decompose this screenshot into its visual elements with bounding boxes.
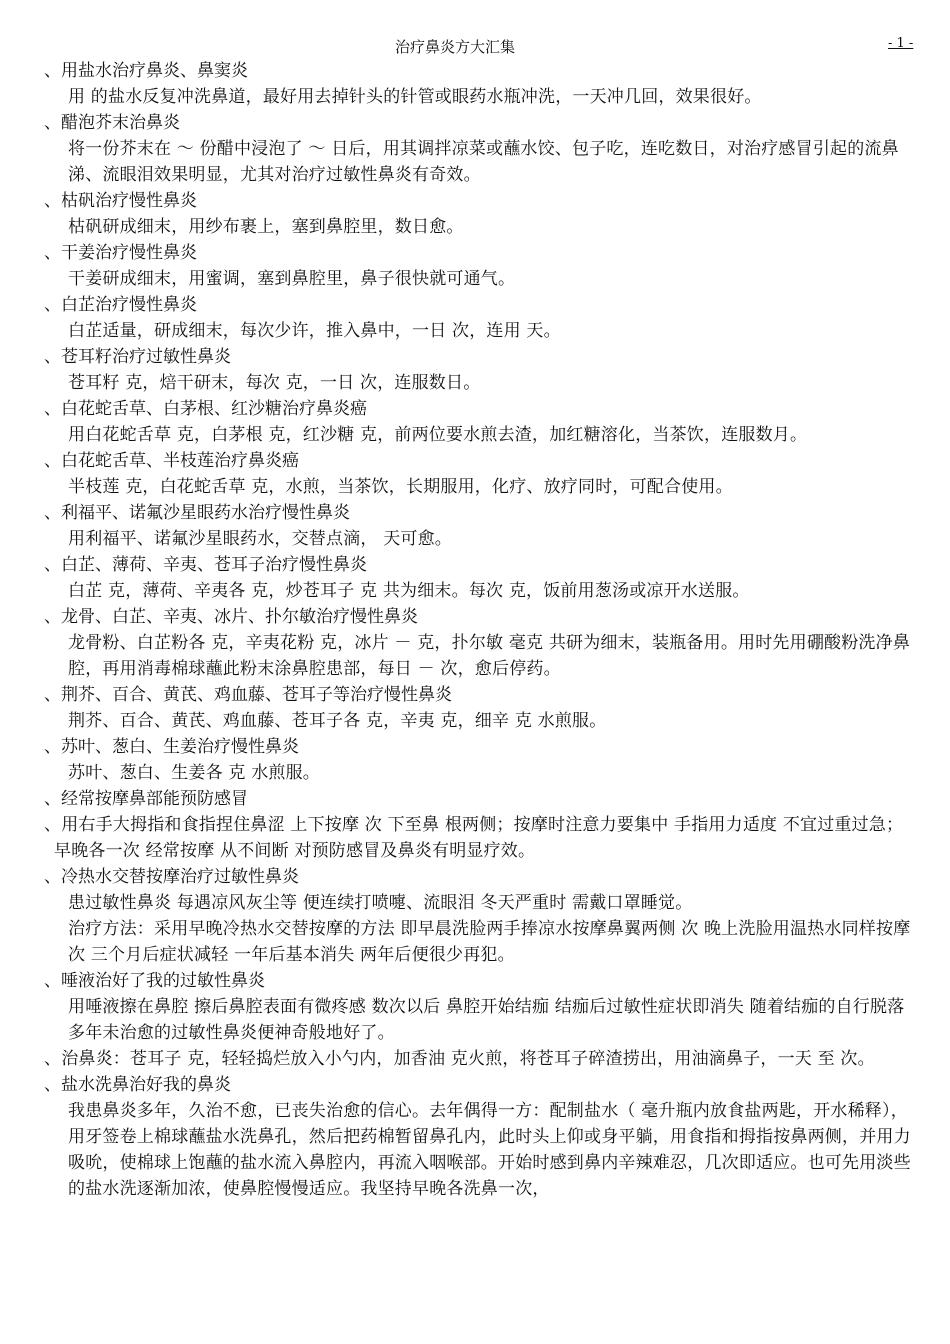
section-heading: 、干姜治疗慢性鼻炎 [44,243,197,263]
section-heading: 、荆芥、百合、黄芪、鸡血藤、苍耳子等治疗慢性鼻炎 [44,685,452,705]
section-heading: 、用盐水治疗鼻炎、鼻窦炎 [44,61,248,81]
section-heading: 、白花蛇舌草、白茅根、红沙糖治疗鼻炎癌 [44,399,367,419]
section-heading: 、白芷治疗慢性鼻炎 [44,295,197,315]
remedy-section [44,786,916,812]
remedy-section [44,604,916,682]
section-heading: 、枯矾治疗慢性鼻炎 [44,191,197,211]
remedy-section [44,110,916,188]
section-text [44,422,916,448]
paragraph: 龙骨粉、白芷粉各 克，辛夷花粉 克，冰片 － 克，扑尔敏 毫克 共研为细末，装瓶备用。用时先用硼酸粉洗净鼻腔，再用消毒棉球蘸此粉末涂鼻腔患部，每日 － 次，愈后停药。 [68,633,911,679]
section-text [44,318,916,344]
remedy-section [44,682,916,734]
remedy-section [44,864,916,968]
section-heading: 、白花蛇舌草、半枝莲治疗鼻炎癌 [44,451,299,471]
section-text [44,266,916,292]
paragraph: 干姜研成细末，用蜜调，塞到鼻腔里，鼻子很快就可通气。 [68,269,516,289]
paragraph: 枯矾研成细末，用纱布裹上，塞到鼻腔里，数日愈。 [68,217,464,237]
remedy-section [44,188,916,240]
section-heading: 、苍耳籽治疗过敏性鼻炎 [44,347,231,367]
section-text [44,708,916,734]
section-heading: 、唾液治好了我的过敏性鼻炎 [44,971,265,991]
paragraph: 用 的盐水反复冲洗鼻道，最好用去掉针头的针管或眼药水瓶冲洗，一天冲几回，效果很好。 [68,87,762,107]
remedy-section [44,396,916,448]
section-heading: 、龙骨、白芷、辛夷、冰片、扑尔敏治疗慢性鼻炎 [44,607,418,627]
section-text [44,578,916,604]
paragraph: 用唾液擦在鼻腔 擦后鼻腔表面有微疼感 数次以后 鼻腔开始结痂 结痂后过敏性症状即消失 随着结痂的自行脱落 多年未治愈的过敏性鼻炎便神奇般地好了。 [68,997,905,1043]
remedy-section [44,240,916,292]
section-text [44,760,916,786]
paragraph: 荆芥、百合、黄芪、鸡血藤、苍耳子各 克，辛夷 克，细辛 克 水煎服。 [68,711,607,731]
section-heading: 、经常按摩鼻部能预防感冒 [44,789,248,809]
section-heading: 、醋泡芥末治鼻炎 [44,113,180,133]
remedy-section [44,292,916,344]
section-heading: 、盐水洗鼻治好我的鼻炎 [44,1075,231,1095]
section-heading: 、冷热水交替按摩治疗过敏性鼻炎 [44,867,299,887]
remedy-section [44,448,916,500]
document-title: 治疗鼻炎方大汇集 [395,38,516,56]
section-text [44,890,916,968]
section-text [44,1098,916,1202]
remedy-section [44,968,916,1046]
paragraph: 苏叶、葱白、生姜各 克 水煎服。 [68,763,321,783]
section-heading: 、苏叶、葱白、生姜治疗慢性鼻炎 [44,737,299,757]
remedy-section [44,500,916,552]
section-text [44,214,916,240]
paragraph: 苍耳籽 克，焙干研末，每次 克，一日 次，连服数日。 [68,373,481,393]
remedy-section [44,1046,916,1072]
section-text [44,630,916,682]
remedy-section [44,58,916,110]
paragraph: 半枝莲 克，白花蛇舌草 克，水煎，当茶饮，长期服用，化疗、放疗同时，可配合使用。 [68,477,733,497]
remedy-section [44,812,916,864]
paragraph: 我患鼻炎多年，久治不愈，已丧失治愈的信心。去年偶得一方：配制盐水（ 毫升瓶内放食盐两匙，开水稀释），用牙签卷上棉球蘸盐水洗鼻孔，然后把药棉暂留鼻孔内，此时头上仰或身平躺，用食指和拇指按鼻两侧，并用力吸吮，使棉球上饱蘸的盐水流入鼻腔内，再流入咽喉部。开始时感到鼻内辛辣难忍，几次即适应。也可先用淡些的盐水洗逐渐加浓，使鼻腔慢慢适应。我坚持早晚各洗鼻一次， [68,1101,911,1199]
paragraph: 用白花蛇舌草 克，白茅根 克，红沙糖 克，前两位要水煎去渣，加红糖溶化，当茶饮，连服数月。 [68,425,808,445]
remedy-section [44,552,916,604]
paragraph: 用利福平、诺氟沙星眼药水，交替点滴， 天可愈。 [68,529,453,549]
section-text [44,84,916,110]
section-text [44,994,916,1046]
page-number: - 1 - [888,36,914,51]
document-body [44,58,916,1202]
remedy-section [44,1072,916,1202]
remedy-section [44,734,916,786]
section-heading: 、利福平、诺氟沙星眼药水治疗慢性鼻炎 [44,503,350,523]
paragraph: 白芷 克，薄荷、辛夷各 克，炒苍耳子 克 共为细末。每次 克，饭前用葱汤或凉开水送服。 [68,581,750,601]
paragraph: 将一份芥末在 ～ 份醋中浸泡了 ～ 日后，用其调拌凉菜或蘸水饺、包子吃，连吃数日，对治疗感冒引起的流鼻涕、流眼泪效果明显，尤其对治疗过敏性鼻炎有奇效。 [68,139,899,185]
remedy-section [44,344,916,396]
paragraph: 白芷适量，研成细末，每次少许，推入鼻中，一日 次，连用 天。 [68,321,561,341]
section-text [44,136,916,188]
section-text [44,370,916,396]
section-heading: 、白芷、薄荷、辛夷、苍耳子治疗慢性鼻炎 [44,555,367,575]
section-heading: 、用右手大拇指和食指捏住鼻涩 上下按摩 次 下至鼻 根两侧；按摩时注意力要集中 手指用力适度 不宜过重过急；早晚各一次 经常按摩 从不间断 对预防感冒及鼻炎有明显疗效。 [44,815,904,861]
paragraph: 治疗方法：采用早晚冷热水交替按摩的方法 即早晨洗脸两手捧凉水按摩鼻翼两侧 次 晚上洗脸用温热水同样按摩 次 三个月后症状减轻 一年后基本消失 两年后便很少再犯。 [68,919,911,965]
section-heading: 、治鼻炎：苍耳子 克，轻轻捣烂放入小勺内，加香油 克火煎，将苍耳子碎渣捞出，用油滴鼻子，一天 至 次。 [44,1049,875,1069]
section-text [44,474,916,500]
section-text [44,526,916,552]
paragraph: 患过敏性鼻炎 每遇凉风灰尘等 便连续打喷嚏、流眼泪 冬天严重时 需戴口罩睡觉。 [68,893,693,913]
